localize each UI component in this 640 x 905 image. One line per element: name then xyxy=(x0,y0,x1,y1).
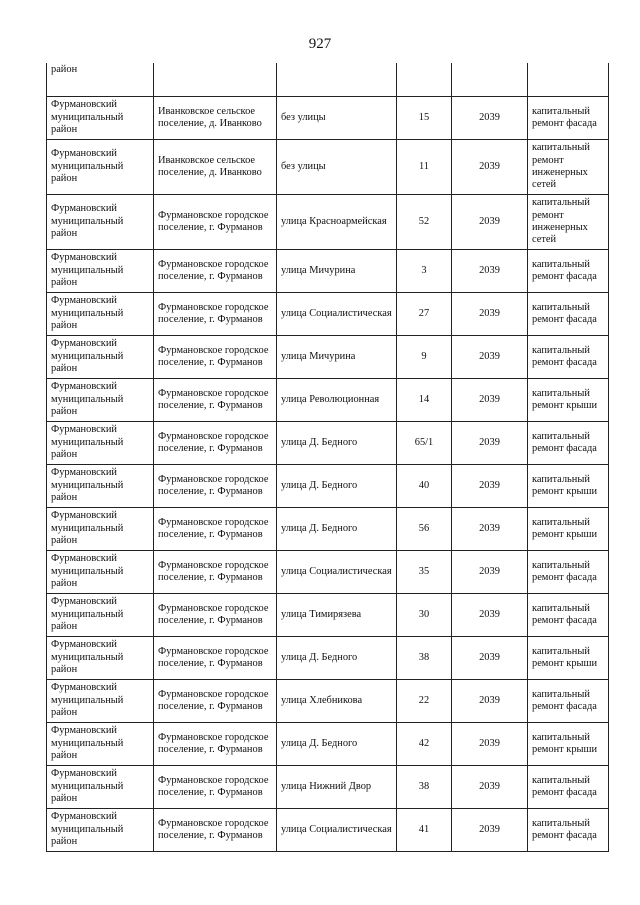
table-row xyxy=(47,766,609,809)
work-cell: капитальный ремонт фасада xyxy=(528,680,609,723)
work-cell: капитальный ремонт фасада xyxy=(528,551,609,594)
street-cell: улица Социалистическая xyxy=(277,551,397,594)
settlement-cell: Фурмановское городское поселение, г. Фурманов xyxy=(154,766,277,809)
empty-cell xyxy=(277,63,397,97)
work-cell: капитальный ремонт крыши xyxy=(528,379,609,422)
street-cell: улица Д. Бедного xyxy=(277,465,397,508)
table-row xyxy=(47,551,609,594)
settlement-cell: Фурмановское городское поселение, г. Фурманов xyxy=(154,250,277,293)
work-cell: капитальный ремонт фасада xyxy=(528,293,609,336)
district-cell: Фурмановский муниципальный район xyxy=(47,195,154,250)
table-row xyxy=(47,97,609,140)
street-cell: улица Мичурина xyxy=(277,336,397,379)
house-cell: 41 xyxy=(397,809,452,852)
table-row xyxy=(47,422,609,465)
house-cell: 27 xyxy=(397,293,452,336)
year-cell: 2039 xyxy=(452,293,528,336)
district-cell: Фурмановский муниципальный район xyxy=(47,809,154,852)
house-cell: 42 xyxy=(397,723,452,766)
street-cell: улица Тимирязева xyxy=(277,594,397,637)
house-cell: 3 xyxy=(397,250,452,293)
house-cell: 38 xyxy=(397,637,452,680)
table-row xyxy=(47,293,609,336)
street-cell: улица Нижний Двор xyxy=(277,766,397,809)
settlement-cell: Фурмановское городское поселение, г. Фурманов xyxy=(154,379,277,422)
settlement-cell: Фурмановское городское поселение, г. Фурманов xyxy=(154,508,277,551)
district-cell: Фурмановский муниципальный район xyxy=(47,250,154,293)
street-cell: улица Хлебникова xyxy=(277,680,397,723)
street-cell: без улицы xyxy=(277,97,397,140)
settlement-cell: Иванковское сельское поселение, д. Иванково xyxy=(154,140,277,195)
empty-cell xyxy=(397,63,452,97)
street-cell: улица Социалистическая xyxy=(277,809,397,852)
table-row xyxy=(47,140,609,195)
settlement-cell: Фурмановское городское поселение, г. Фурманов xyxy=(154,594,277,637)
street-cell: улица Д. Бедного xyxy=(277,422,397,465)
work-cell: капитальный ремонт инженерных сетей xyxy=(528,140,609,195)
street-cell: улица Мичурина xyxy=(277,250,397,293)
year-cell: 2039 xyxy=(452,508,528,551)
district-cell: Фурмановский муниципальный район xyxy=(47,723,154,766)
work-cell: капитальный ремонт фасада xyxy=(528,422,609,465)
work-cell: капитальный ремонт фасада xyxy=(528,766,609,809)
year-cell: 2039 xyxy=(452,766,528,809)
table-row xyxy=(47,379,609,422)
settlement-cell: Фурмановское городское поселение, г. Фурманов xyxy=(154,195,277,250)
settlement-cell: Иванковское сельское поселение, д. Иванково xyxy=(154,97,277,140)
table-row xyxy=(47,723,609,766)
empty-cell xyxy=(452,63,528,97)
year-cell: 2039 xyxy=(452,809,528,852)
district-cell: Фурмановский муниципальный район xyxy=(47,336,154,379)
district-cell: Фурмановский муниципальный район xyxy=(47,379,154,422)
work-cell: капитальный ремонт инженерных сетей xyxy=(528,195,609,250)
work-cell: капитальный ремонт крыши xyxy=(528,637,609,680)
settlement-cell: Фурмановское городское поселение, г. Фурманов xyxy=(154,465,277,508)
district-cell: Фурмановский муниципальный район xyxy=(47,422,154,465)
settlement-cell: Фурмановское городское поселение, г. Фурманов xyxy=(154,680,277,723)
year-cell: 2039 xyxy=(452,140,528,195)
table-row xyxy=(47,809,609,852)
house-cell: 52 xyxy=(397,195,452,250)
empty-cell xyxy=(528,63,609,97)
district-cell: Фурмановский муниципальный район xyxy=(47,680,154,723)
street-cell: без улицы xyxy=(277,140,397,195)
house-cell: 35 xyxy=(397,551,452,594)
district-cell: Фурмановский муниципальный район xyxy=(47,140,154,195)
house-cell: 11 xyxy=(397,140,452,195)
house-cell: 9 xyxy=(397,336,452,379)
table-row xyxy=(47,594,609,637)
district-cell: Фурмановский муниципальный район xyxy=(47,465,154,508)
table-row xyxy=(47,336,609,379)
settlement-cell: Фурмановское городское поселение, г. Фурманов xyxy=(154,723,277,766)
table-row xyxy=(47,508,609,551)
house-cell: 14 xyxy=(397,379,452,422)
settlement-cell: Фурмановское городское поселение, г. Фурманов xyxy=(154,422,277,465)
year-cell: 2039 xyxy=(452,723,528,766)
work-cell: капитальный ремонт фасада xyxy=(528,594,609,637)
district-cell: Фурмановский муниципальный район xyxy=(47,508,154,551)
table-row xyxy=(47,465,609,508)
district-cell: Фурмановский муниципальный район xyxy=(47,594,154,637)
year-cell: 2039 xyxy=(452,637,528,680)
house-cell: 56 xyxy=(397,508,452,551)
house-cell: 40 xyxy=(397,465,452,508)
table-row xyxy=(47,680,609,723)
work-cell: капитальный ремонт крыши xyxy=(528,723,609,766)
district-cell: Фурмановский муниципальный район xyxy=(47,551,154,594)
work-cell: капитальный ремонт крыши xyxy=(528,465,609,508)
street-cell: улица Д. Бедного xyxy=(277,637,397,680)
work-cell: капитальный ремонт крыши xyxy=(528,508,609,551)
work-cell: капитальный ремонт фасада xyxy=(528,97,609,140)
continued-row xyxy=(47,63,609,97)
year-cell: 2039 xyxy=(452,97,528,140)
district-cell: Фурмановский муниципальный район xyxy=(47,97,154,140)
table-row xyxy=(47,637,609,680)
house-cell: 38 xyxy=(397,766,452,809)
street-cell: улица Красноармейская xyxy=(277,195,397,250)
district-cell: Фурмановский муниципальный район xyxy=(47,637,154,680)
empty-cell xyxy=(154,63,277,97)
district-cell: Фурмановский муниципальный район xyxy=(47,766,154,809)
table-row xyxy=(47,250,609,293)
year-cell: 2039 xyxy=(452,422,528,465)
year-cell: 2039 xyxy=(452,336,528,379)
street-cell: улица Д. Бедного xyxy=(277,723,397,766)
district-cell: Фурмановский муниципальный район xyxy=(47,293,154,336)
street-cell: улица Социалистическая xyxy=(277,293,397,336)
settlement-cell: Фурмановское городское поселение, г. Фурманов xyxy=(154,293,277,336)
settlement-cell: Фурмановское городское поселение, г. Фурманов xyxy=(154,637,277,680)
street-cell: улица Д. Бедного xyxy=(277,508,397,551)
settlement-cell: Фурмановское городское поселение, г. Фурманов xyxy=(154,551,277,594)
year-cell: 2039 xyxy=(452,465,528,508)
year-cell: 2039 xyxy=(452,379,528,422)
year-cell: 2039 xyxy=(452,195,528,250)
house-cell: 30 xyxy=(397,594,452,637)
year-cell: 2039 xyxy=(452,594,528,637)
street-cell: улица Революционная xyxy=(277,379,397,422)
housing-repair-table xyxy=(46,63,609,852)
settlement-cell: Фурмановское городское поселение, г. Фурманов xyxy=(154,809,277,852)
year-cell: 2039 xyxy=(452,250,528,293)
house-cell: 15 xyxy=(397,97,452,140)
house-cell: 65/1 xyxy=(397,422,452,465)
work-cell: капитальный ремонт фасада xyxy=(528,250,609,293)
settlement-cell: Фурмановское городское поселение, г. Фурманов xyxy=(154,336,277,379)
district-cell: район xyxy=(47,63,154,97)
work-cell: капитальный ремонт фасада xyxy=(528,336,609,379)
table-row xyxy=(47,195,609,250)
work-cell: капитальный ремонт фасада xyxy=(528,809,609,852)
house-cell: 22 xyxy=(397,680,452,723)
year-cell: 2039 xyxy=(452,680,528,723)
page-number: 927 xyxy=(308,36,332,52)
year-cell: 2039 xyxy=(452,551,528,594)
